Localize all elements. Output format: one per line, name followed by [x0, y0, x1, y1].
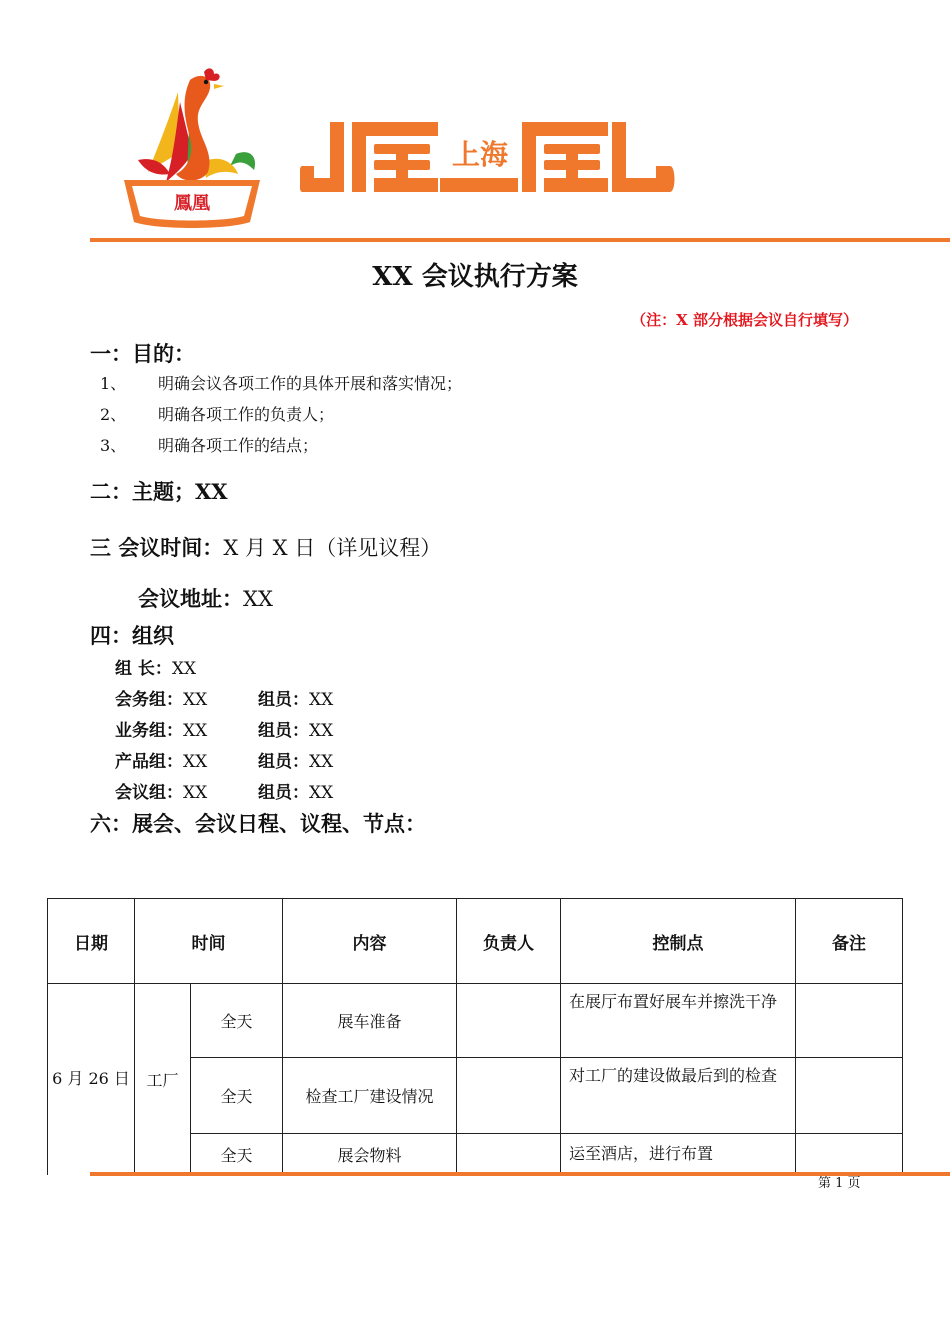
group-row — [115, 778, 207, 803]
meeting-venue-line — [138, 583, 273, 613]
section-schedule-heading: 六：展会、会议日程、议程、节点： — [90, 811, 426, 836]
meeting-venue-value: XX — [243, 587, 273, 611]
table-row — [48, 984, 903, 1058]
group-label: 业务组： — [115, 721, 183, 741]
group-label: 会议组： — [115, 783, 183, 803]
content-cell: 展车准备 — [283, 984, 457, 1058]
section-theme-heading: 二：主题；XX — [90, 479, 228, 504]
leader-value: XX — [171, 659, 197, 679]
time-cell: 全天 — [191, 1134, 283, 1175]
column-header-date: 日期 — [48, 899, 135, 984]
meeting-time-value: X 月 X 日（详见议程） — [223, 536, 442, 560]
fill-in-note: （注：X 部分根据会议自行填写） — [631, 311, 858, 329]
purpose-item-number: 3、 — [100, 436, 127, 455]
remark-cell — [796, 1058, 903, 1134]
member-value: XX — [309, 752, 334, 772]
emblem-text: 鳳凰 — [174, 193, 210, 214]
leader-label: 组 长： — [115, 659, 172, 679]
purpose-item-text: 明确各项工作的结点； — [158, 436, 319, 455]
member-value: XX — [309, 690, 334, 710]
section-purpose-heading: 一：目的： — [90, 341, 195, 366]
purpose-item-text: 明确会议各项工作的具体开展和落实情况； — [158, 374, 463, 393]
meeting-time-label: 三 会议时间： — [90, 536, 224, 560]
schedule-table — [47, 898, 903, 1175]
control-point-cell: 运至酒店，进行布置 — [561, 1134, 796, 1175]
group-label: 产品组： — [115, 752, 183, 772]
group-row — [115, 747, 207, 772]
time-cell: 全天 — [191, 984, 283, 1058]
column-header-content: 内容 — [283, 899, 457, 984]
member-label: 组员： — [258, 752, 309, 772]
owner-cell — [457, 984, 561, 1058]
leader-row — [115, 654, 196, 679]
content-cell: 展会物料 — [283, 1134, 457, 1175]
group-value: XX — [183, 752, 208, 772]
shanghai-phoenix-wordmark-logo — [300, 116, 678, 198]
page-number: 第 1 页 — [818, 1176, 861, 1191]
section-organization-heading: 四：组织 — [90, 623, 174, 648]
purpose-item — [100, 371, 700, 393]
owner-cell — [457, 1134, 561, 1175]
member-label: 组员： — [258, 783, 309, 803]
meeting-time-line — [90, 532, 441, 562]
group-value: XX — [183, 721, 208, 741]
column-header-owner: 负责人 — [457, 899, 561, 984]
group-value: XX — [183, 690, 208, 710]
group-value: XX — [183, 783, 208, 803]
phoenix-emblem-logo — [118, 62, 266, 232]
member-value: XX — [309, 783, 334, 803]
document-title: XX 会议执行方案 — [372, 262, 578, 292]
remark-cell — [796, 1134, 903, 1175]
purpose-item — [100, 402, 700, 424]
purpose-item-number: 1、 — [100, 374, 127, 393]
purpose-item — [100, 433, 700, 455]
owner-cell — [457, 1058, 561, 1134]
wordmark-city-text: 上海 — [451, 138, 509, 171]
group-member-row — [258, 716, 333, 741]
control-point-cell: 对工厂的建设做最后到的检查 — [561, 1058, 796, 1134]
group-member-row — [258, 778, 333, 803]
group-row — [115, 685, 207, 710]
member-label: 组员： — [258, 721, 309, 741]
column-header-time: 时间 — [135, 899, 283, 984]
remark-cell — [796, 984, 903, 1058]
meeting-venue-label: 会议地址： — [138, 587, 243, 611]
location-cell: 工厂 — [135, 984, 191, 1175]
column-header-remark: 备注 — [796, 899, 903, 984]
member-label: 组员： — [258, 690, 309, 710]
purpose-item-text: 明确各项工作的负责人； — [158, 405, 335, 424]
purpose-item-number: 2、 — [100, 405, 127, 424]
group-member-row — [258, 685, 333, 710]
time-cell: 全天 — [191, 1058, 283, 1134]
control-point-cell: 在展厅布置好展车并擦洗干净 — [561, 984, 796, 1058]
group-label: 会务组： — [115, 690, 183, 710]
column-header-control-point: 控制点 — [561, 899, 796, 984]
content-cell: 检查工厂建设情况 — [283, 1058, 457, 1134]
member-value: XX — [309, 721, 334, 741]
header-divider — [90, 238, 950, 242]
table-header-row — [48, 899, 903, 984]
date-cell: 6 月 26 日 — [48, 984, 135, 1175]
group-row — [115, 716, 207, 741]
group-member-row — [258, 747, 333, 772]
